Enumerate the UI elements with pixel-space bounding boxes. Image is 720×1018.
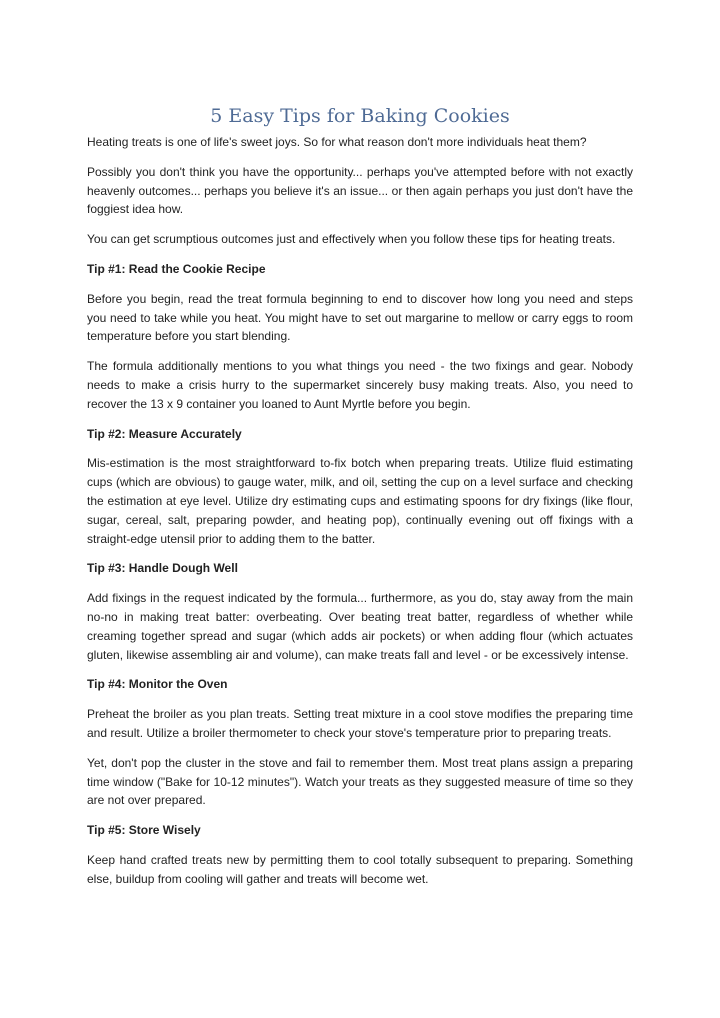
tip-1-paragraph: The formula additionally mentions to you what things you need - the two fixings and gear. Nobody needs to make a crisis hurry to the supermarket sincerely busy making treats. Also, you need to recover the 13 x 9 container you loaned to Aunt Myrtle before you begin. — [87, 359, 633, 411]
tip-5-heading: Tip #5: Store Wisely — [87, 823, 201, 838]
page-title: 5 Easy Tips for Baking Cookies — [210, 105, 510, 127]
tip-4-paragraph: Yet, don't pop the cluster in the stove and fail to remember them. Most treat plans assign a preparing time window ("Bake for 10-12 minutes"). Watch your treats as they suggested measure of time so they are not over prepared. — [87, 755, 633, 808]
tip-2-heading: Tip #2: Measure Accurately — [87, 426, 242, 441]
tip-1-heading: Tip #1: Read the Cookie Recipe — [87, 261, 266, 276]
body-paragraph: Possibly you don't think you have the opportunity... perhaps you've attempted before with not exactly heavenly outcomes... perhaps you believe it's an issue... or then again perhaps you just don't have the foggiest idea how. — [87, 164, 633, 217]
tip-3-heading: Tip #3: Handle Dough Well — [87, 561, 238, 576]
tip-4-heading: Tip #4: Monitor the Oven — [87, 677, 228, 692]
body-paragraph: You can get scrumptious outcomes just and effectively when you follow these tips for heating treats. — [87, 232, 616, 247]
tip-4-paragraph: Preheat the broiler as you plan treats. Setting treat mixture in a cool stove modifies the preparing time and result. Utilize a broiler thermometer to check your stove's temperature prior to preparing treats. — [87, 707, 633, 740]
tip-3-paragraph: Add fixings in the request indicated by the formula... furthermore, as you do, stay away from the main no-no in making treat batter: overbeating. Over beating treat batter, regardless of whether while creaming together spread and sugar (which adds air pockets) or when adding flour (which actuates gluten, likewise assembling air and volume), can make treats fall and level - or be excessively intense. — [87, 591, 633, 662]
tip-2-paragraph: Mis-estimation is the most straightforward to-fix botch when preparing treats. Utilize fluid estimating cups (which are obvious) to gauge water, milk, and oil, setting the cup on a level surface and checking the estimation at eye level. Utilize dry estimating cups and estimating spoons for dry fixings (like flour, sugar, cereal, salt, preparing powder, and heating pop), continually evening out off fixings with a straight-edge utensil prior to adding them to the batter. — [87, 456, 633, 546]
tip-1-paragraph: Before you begin, read the treat formula beginning to end to discover how long you need and steps you need to take while you heat. You might have to set out margarine to mellow or carry eggs to room temperature before you start blending. — [87, 291, 633, 344]
tip-5-paragraph: Keep hand crafted treats new by permitting them to cool totally subsequent to preparing. Something else, buildup from cooling will gather and treats will become wet. — [87, 852, 633, 886]
intro-paragraph: Heating treats is one of life's sweet joys. So for what reason don't more individuals heat them? — [87, 135, 587, 149]
